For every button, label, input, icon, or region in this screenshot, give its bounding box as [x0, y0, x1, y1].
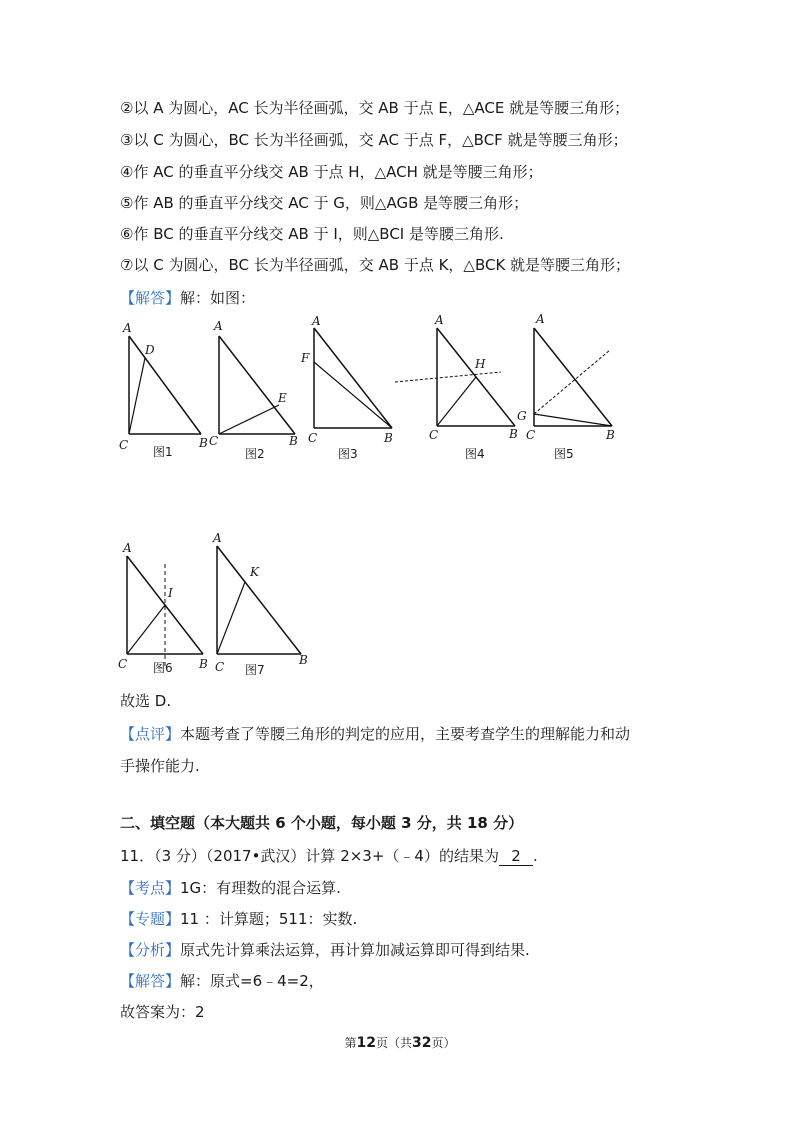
fig3-label-a: A	[312, 314, 321, 328]
fig5-caption: 图5	[554, 447, 574, 461]
step-5: ⑤作 AB 的垂直平分线交 AC 于 G，则△AGB 是等腰三角形；	[120, 194, 529, 212]
footer-mid: 页（共	[375, 1036, 412, 1050]
q11-fenxi	[120, 940, 530, 960]
comment-text-1: 本题考查了等腰三角形的判定的应用，主要考查学生的理解能力和动	[180, 725, 631, 743]
fig2-label-c: C	[209, 434, 219, 448]
figure-2	[205, 318, 305, 467]
conclusion: 故选 D.	[120, 692, 172, 710]
fig7-label-b: B	[299, 653, 308, 667]
q11-end: .	[532, 847, 538, 865]
fig3-label-f: F	[301, 351, 310, 365]
fig1-label-d: D	[145, 343, 155, 357]
fig1-caption: 图1	[153, 445, 173, 459]
page-footer	[0, 1034, 800, 1051]
jieda-tag: 【解答】	[120, 972, 181, 990]
section-title: 二、填空题（本大题共 6 个小题，每小题 3 分，共 18 分）	[120, 814, 524, 832]
fig2-caption: 图2	[245, 447, 265, 461]
answer-text: 解：如图：	[180, 289, 256, 307]
fig4-label-b: B	[509, 427, 518, 441]
fenxi-tag: 【分析】	[120, 941, 181, 959]
fig4-caption: 图4	[465, 447, 485, 461]
zhuanti-text: 11 ：计算题；511：实数.	[180, 910, 358, 928]
comment-line-1	[120, 724, 630, 744]
fig4-label-a: A	[435, 313, 444, 327]
footer-prefix: 第	[344, 1036, 357, 1050]
fig6-caption: 图6	[153, 661, 173, 675]
fig6-label-i: I	[168, 586, 173, 600]
comment-line-2: 手操作能力.	[120, 757, 200, 775]
zhuanti-tag: 【专题】	[120, 910, 181, 928]
fig5-label-g: G	[517, 409, 527, 423]
fig4-label-h: H	[475, 357, 486, 371]
fig2-label-a: A	[214, 319, 223, 333]
figure-4	[395, 310, 525, 464]
kaodian-text: 1G：有理数的混合运算.	[180, 879, 341, 897]
fig5-label-a: A	[536, 312, 545, 326]
fig1-label-b: B	[199, 436, 208, 450]
footer-page-number: 12	[356, 1035, 376, 1051]
q11-question	[120, 846, 538, 866]
q11-kaodian	[120, 878, 341, 898]
q11-zhuanti	[120, 909, 357, 929]
q11-text: 11．（3 分）（2017•武汉）计算 2×3+（﹣4）的结果为	[120, 847, 499, 865]
step-3: ③以 C 为圆心，BC 长为半径画弧，交 AC 于点 F，△BCF 就是等腰三角形；	[120, 131, 628, 149]
fig6-label-a: A	[123, 541, 132, 555]
kaodian-tag: 【考点】	[120, 879, 181, 897]
fig5-label-c: C	[526, 428, 536, 442]
fig2-label-e: E	[278, 391, 287, 405]
step-4: ④作 AC 的垂直平分线交 AB 于点 H，△ACH 就是等腰三角形；	[120, 163, 543, 181]
comment-tag: 【点评】	[120, 725, 181, 743]
answer-header	[120, 288, 255, 308]
footer-total-pages: 32	[412, 1035, 432, 1051]
fig6-label-c: C	[118, 657, 128, 671]
jieda-text: 解：原式=6﹣4=2，	[180, 972, 324, 990]
fig3-caption: 图3	[338, 447, 358, 461]
fig7-label-a: A	[213, 531, 222, 545]
answer-tag: 【解答】	[120, 289, 181, 307]
figure-5	[510, 310, 630, 464]
figure-1	[115, 318, 215, 467]
q11-final: 故答案为：2	[120, 1003, 205, 1021]
fig6-label-b: B	[199, 657, 208, 671]
fig7-label-k: K	[250, 565, 259, 579]
fenxi-text: 原式先计算乘法运算，再计算加减运算即可得到结果.	[180, 941, 530, 959]
fig7-label-c: C	[215, 660, 225, 674]
fig7-caption: 图7	[245, 663, 265, 677]
fig3-label-c: C	[308, 431, 318, 445]
fig1-label-a: A	[123, 321, 132, 335]
figure-7	[205, 528, 315, 682]
fig3-label-b: B	[384, 431, 393, 445]
fig4-label-c: C	[429, 428, 439, 442]
step-2: ②以 A 为圆心，AC 长为半径画弧，交 AB 于点 E，△ACE 就是等腰三角形；	[120, 99, 630, 117]
step-7: ⑦以 C 为圆心，BC 长为半径画弧，交 AB 于点 K，△BCK 就是等腰三角形；	[120, 256, 631, 274]
q11-answer-blank: 2	[499, 848, 533, 866]
q11-jieda	[120, 971, 324, 991]
step-6: ⑥作 BC 的垂直平分线交 AB 于 I，则△BCI 是等腰三角形.	[120, 225, 504, 243]
fig1-label-c: C	[119, 438, 129, 452]
fig5-label-b: B	[606, 428, 615, 442]
footer-suffix: 页）	[431, 1036, 456, 1050]
figure-3	[300, 310, 400, 464]
fig2-label-b: B	[289, 434, 298, 448]
